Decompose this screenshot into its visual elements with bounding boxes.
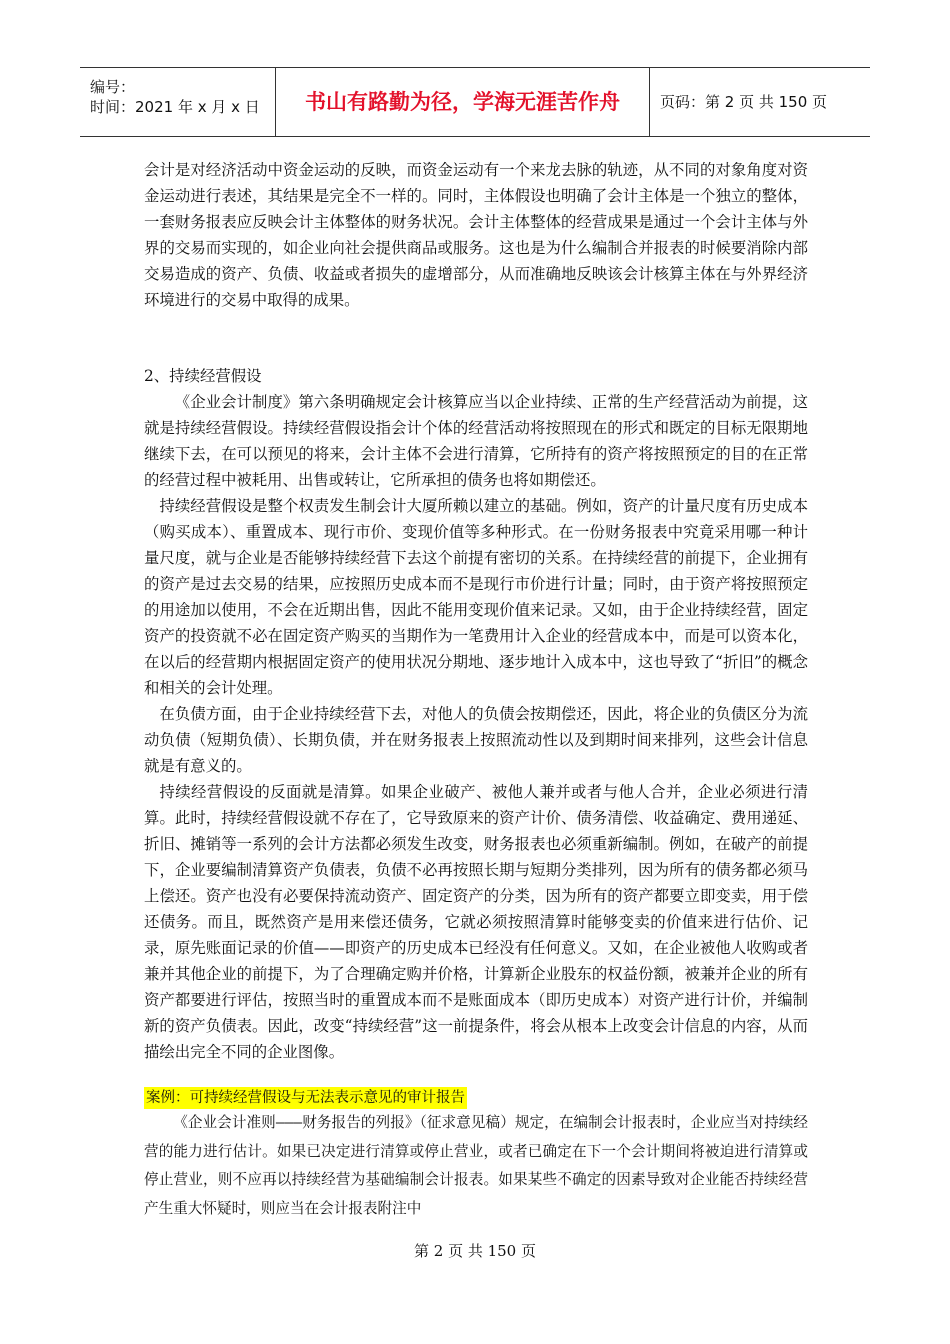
- case-title-highlight: 案例：可持续经营假设与无法表示意见的审计报告: [144, 1087, 467, 1109]
- header-page-number: 页码：第 2 页 共 150 页: [660, 93, 828, 111]
- paragraph-intro: 会计是对经济活动中资金运动的反映，而资金运动有一个来龙去脉的轨迹，从不同的对象角度对资金运动进行表述，其结果是完全不一样的。同时，主体假设也明确了会计主体是一个独立的整体，一套财务报表应反映会计主体整体的财务状况。会计主体整体的经营成果是通过一个会计主体与外界的交易而实现的，如企业向社会提供商品或服务。这也是为什么编制合并报表的时候要消除内部交易造成的资产、负债、收益或者损失的虚增部分，从而准确地反映该会计核算主体在与外界经济环境进行的交易中取得的成果。: [144, 161, 808, 309]
- document-body: [144, 157, 808, 1223]
- case-paragraph: 《企业会计准则———财务报告的列报》（征求意见稿）规定，在编制会计报表时，企业应当对持续经营的能力进行估计。如果已决定进行清算或停止营业，或者已确定在下一个会计期间将被迫进行清算或停止营业，则不应再以持续经营为基础编制会计报表。如果某些不确定的因素导致对企业能否持续经营产生重大怀疑时，则应当在会计报表附注中: [144, 1114, 808, 1217]
- paragraph-4: 持续经营假设的反面就是清算。如果企业破产、被他人兼并或者与他人合并，企业必须进行清算。此时，持续经营假设就不存在了，它导致原来的资产计价、债务清偿、收益确定、费用递延、折旧、摊销等一系列的会计方法都必须发生改变，财务报表也必须重新编制。例如，在破产的前提下，企业要编制清算资产负债表，负债不必再按照长期与短期分类排列，因为所有的债务都必须马上偿还。资产也没有必要保持流动资产、固定资产的分类，因为所有的资产都要立即变卖，用于偿还债务。而且，既然资产是用来偿还债务，它就必须按照清算时能够变卖的价值来进行估价、记录，原先账面记录的价值——即资产的历史成本已经没有任何意义。又如，在企业被他人收购或者兼并其他企业的前提下，为了合理确定购并价格，计算新企业股东的权益份额，被兼并企业的所有资产都要进行评估，按照当时的重置成本而不是账面成本（即历史成本）对资产进行计价，并编制新的资产负债表。因此，改变“持续经营”这一前提条件，将会从根本上改变会计信息的内容，从而描绘出完全不同的企业图像。: [144, 783, 808, 1061]
- section-heading: 2、持续经营假设: [144, 367, 262, 385]
- case-section: [144, 1087, 808, 1223]
- paragraph-3: 在负债方面，由于企业持续经营下去，对他人的负债会按期偿还，因此，将企业的负债区分为流动负债（短期负债）、长期负债，并在财务报表上按照流动性以及到期时间来排列，这些会计信息就是有意义的。: [144, 705, 808, 775]
- page-header: [80, 67, 870, 137]
- page-footer: 第 2 页 共 150 页: [413, 1242, 536, 1260]
- document-date-label: 时间：2021 年 x 月 x 日: [90, 98, 260, 116]
- paragraph-1: 《企业会计制度》第六条明确规定会计核算应当以企业持续、正常的生产经营活动为前提，这就是持续经营假设。持续经营假设指会计个体的经营活动将按照现在的形式和既定的目标无限期地继续下去，在可以预见的将来，会计主体不会进行清算，它所持有的资产将按照预定的目的在正常的经营过程中被耗用、出售或转让，它所承担的债务也将如期偿还。: [144, 393, 808, 489]
- header-motto: 书山有路勤为径，学海无涯苦作舟: [275, 68, 650, 136]
- paragraph-2: 持续经营假设是整个权责发生制会计大厦所赖以建立的基础。例如，资产的计量尺度有历史成本（购买成本）、重置成本、现行市价、变现价值等多种形式。在一份财务报表中究竟采用哪一种计量尺度，就与企业是否能够持续经营下去这个前提有密切的关系。在持续经营的前提下，企业拥有的资产是过去交易的结果，应按照历史成本而不是现行市价进行计量；同时，由于资产将按照预定的用途加以使用，不会在近期出售，因此不能用变现价值来记录。又如，由于企业持续经营，固定资产的投资就不必在固定资产购买的当期作为一笔费用计入企业的经营成本中，而是可以资本化，在以后的经营期内根据固定资产的使用状况分期地、逐步地计入成本中，这也导致了“折旧”的概念和相关的会计处理。: [144, 497, 808, 697]
- document-number-label: 编号：: [90, 78, 136, 96]
- header-meta: [80, 68, 275, 136]
